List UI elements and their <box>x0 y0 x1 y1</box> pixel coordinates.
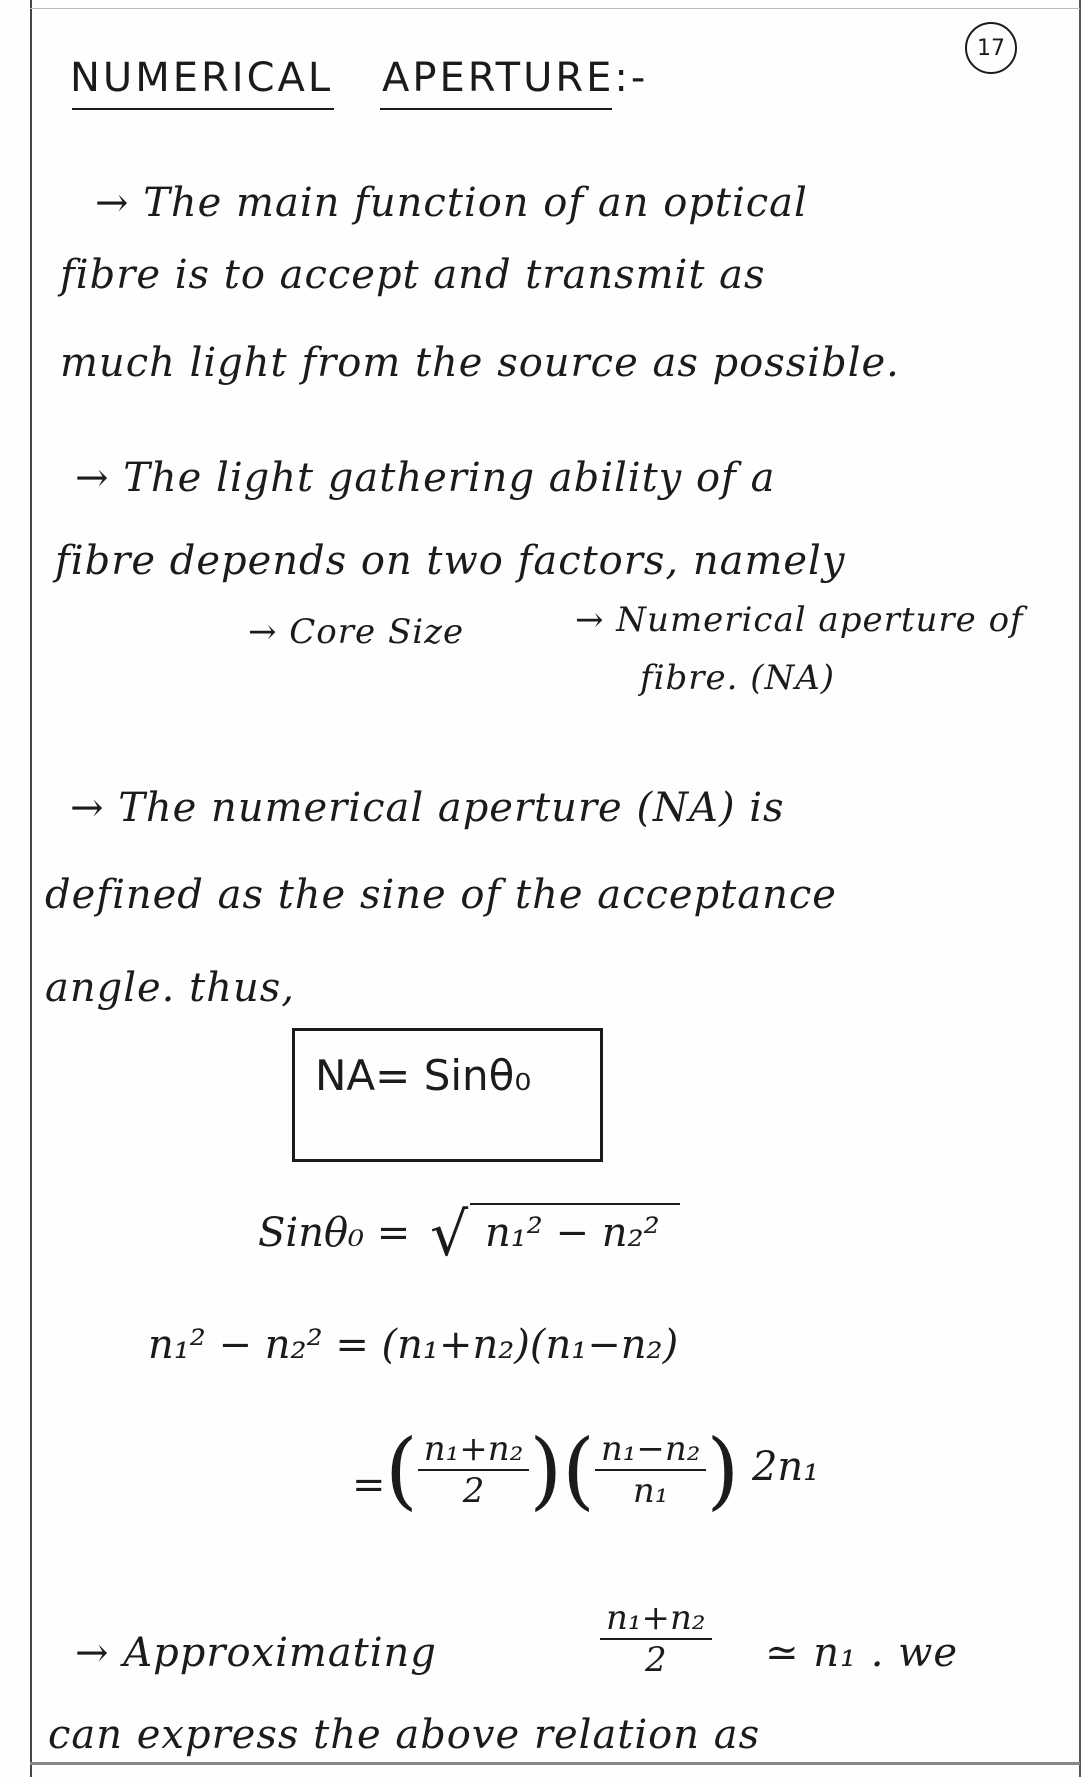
eq2: n₁² − n₂² = (n₁+n₂)(n₁−n₂) <box>148 1322 679 1368</box>
title-underline-1 <box>72 108 334 110</box>
eq3-frac1-num: n₁+n₂ <box>418 1429 530 1471</box>
title-word-2: APERTURE:- <box>382 55 649 101</box>
para4-frac-den: 2 <box>644 1640 667 1680</box>
page-number: 17 <box>965 22 1017 74</box>
para1-line2: fibre is to accept and transmit as <box>60 252 766 298</box>
factor-na-line2: fibre. (NA) <box>640 658 836 698</box>
factor-na-line1: → Numerical aperture of <box>575 600 1024 640</box>
eq3-frac2-den: n₁ <box>632 1471 669 1511</box>
title-word-1: NUMERICAL <box>70 55 334 101</box>
eq3-body: ( $\frac{\text{n₁+n₂}}{2}$ )( $\frac{\text{n₁−n₂}}{\text{n₁}}$ ) 2n₁ <box>385 1421 820 1519</box>
para4-frac <box>600 1598 712 1680</box>
eq3-suffix: 2n₁ <box>751 1444 820 1490</box>
para3-line1: → The numerical aperture (NA) is <box>70 785 785 831</box>
para4-prefix: → Approximating <box>75 1630 437 1676</box>
para4-frac-num: n₁+n₂ <box>600 1598 712 1640</box>
eq3-prefix: = <box>352 1462 386 1508</box>
eq1-lhs: Sinθ₀ = <box>258 1210 411 1256</box>
eq1-rhs: n₁² − n₂² <box>485 1210 660 1256</box>
para2-line2: fibre depends on two factors, namely <box>55 538 846 584</box>
para1-line1: → The main function of an optical <box>95 180 808 226</box>
page-right-edge <box>1079 0 1081 1777</box>
sqrt-sign: √ <box>430 1200 469 1270</box>
na-formula-box <box>292 1028 603 1162</box>
para4-line2: can express the above relation as <box>48 1712 761 1758</box>
para3-line2: defined as the sine of the acceptance <box>45 872 837 918</box>
page-bottom-edge <box>30 1762 1080 1765</box>
para1-line3: much light from the source as possible. <box>60 340 900 386</box>
na-formula: NA= Sinθ₀ <box>315 1051 532 1100</box>
title-underline-2 <box>380 108 612 110</box>
eq3-frac1-den: 2 <box>462 1471 485 1511</box>
para2-line1: → The light gathering ability of a <box>75 455 776 501</box>
factor-core-size: → Core Size <box>248 612 465 652</box>
page-left-edge <box>30 0 32 1777</box>
sqrt-bar <box>470 1203 680 1205</box>
eq3-frac2-num: n₁−n₂ <box>595 1429 707 1471</box>
page-top-edge <box>30 8 1080 9</box>
para4-suffix: ≃ n₁ . we <box>765 1630 959 1676</box>
para3-line3: angle. thus, <box>45 965 295 1011</box>
